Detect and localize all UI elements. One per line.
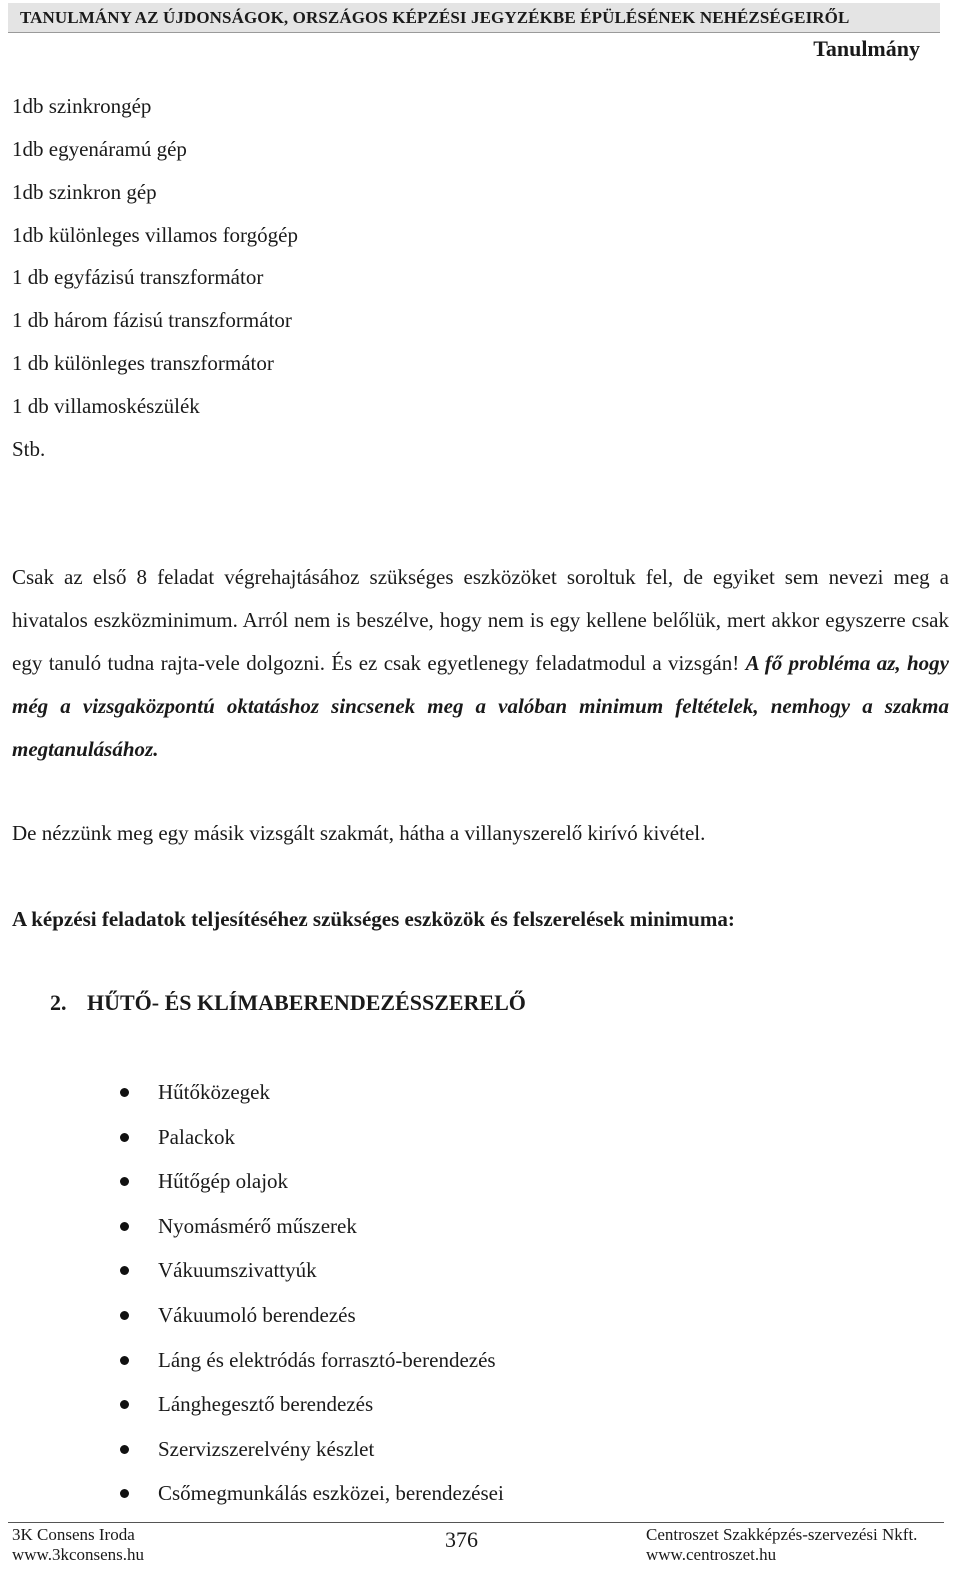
footer-left-block (12, 1525, 144, 1565)
bullet-icon (120, 1400, 129, 1409)
bullet-item-label: Vákuumoló berendezés (158, 1302, 356, 1327)
equipment-list-item: Stb. (12, 437, 46, 461)
running-header-title: TANULMÁNY AZ ÚJDONSÁGOK, ORSZÁGOS KÉPZÉSI JEGYZÉKBE ÉPÜLÉSÉNEK NEHÉZSÉGEIRŐL (20, 8, 850, 27)
bullet-item (120, 1382, 504, 1427)
paragraph-plain-text: Csak az első 8 feladat végrehajtásához szükséges eszközöket soroltuk fel, de egyiket sem nevezi meg a hivatalos eszközminimum. Arról nem is beszélve, hogy nem is egy kellene belőlük, mert akkor egyszerre csak egy tanuló tudna rajta-vele dolgozni. És ez csak egyetlenegy feladatmodul a vizsgán! (12, 565, 949, 675)
numbered-section-title (50, 990, 526, 1016)
running-header-band (8, 3, 940, 33)
equipment-list-item: 1 db villamoskészülék (12, 394, 200, 418)
bullet-item (120, 1338, 504, 1383)
footer-org-name: 3K Consens Iroda (12, 1525, 135, 1544)
paragraph-transition: De nézzünk meg egy másik vizsgált szakmát, hátha a villanyszerelő kirívó kivétel. (12, 821, 706, 845)
bullet-item (120, 1427, 504, 1472)
bullet-item-label: Csőmegmunkálás eszközei, berendezései (158, 1481, 504, 1506)
section-heading: A képzési feladatok teljesítéséhez szükséges eszközök és felszerelések minimuma: (12, 907, 735, 931)
bullet-icon (120, 1177, 129, 1186)
bullet-item (120, 1070, 504, 1115)
bullet-item-label: Hűtőközegek (158, 1080, 270, 1104)
footer-partner-url: www.centroszet.hu (646, 1545, 777, 1564)
bullet-icon (120, 1489, 129, 1498)
bullet-item (120, 1293, 504, 1338)
bullet-icon (120, 1088, 129, 1097)
bullet-list (120, 1070, 504, 1516)
paragraph-body (12, 556, 949, 771)
bullet-item-label: Szervizszerelvény készlet (158, 1436, 375, 1461)
section-number: 2. (50, 990, 67, 1015)
paragraph-emphasis-text: A fő probléma az, hogy még a vizsgaközpontú oktatáshoz sincsenek meg a valóban minimum feltételek, nemhogy a szakma megtanulásához. (12, 651, 949, 761)
bullet-icon (120, 1356, 129, 1365)
equipment-list-item: 1 db egyfázisú transzformátor (12, 265, 264, 289)
bullet-icon (120, 1311, 129, 1320)
equipment-list-item: 1db különleges villamos forgógép (12, 223, 298, 247)
bullet-item-label: Vákuumszivattyúk (158, 1258, 317, 1283)
section-title-text: HŰTŐ- ÉS KLÍMABERENDEZÉSSZERELŐ (87, 990, 526, 1015)
bullet-item (120, 1471, 504, 1516)
footer-right-block (646, 1525, 917, 1565)
bullet-icon (120, 1222, 129, 1231)
bullet-item-label: Nyomásmérő műszerek (158, 1213, 357, 1238)
equipment-list-item: 1db szinkron gép (12, 180, 157, 204)
page-number: 376 (445, 1527, 478, 1552)
equipment-list-item: 1db szinkrongép (12, 94, 152, 118)
bullet-item (120, 1159, 504, 1204)
bullet-icon (120, 1133, 129, 1142)
bullet-item (120, 1248, 504, 1293)
footer-org-url: www.3kconsens.hu (12, 1545, 145, 1564)
bullet-item (120, 1115, 504, 1160)
bullet-item-label: Palackok (158, 1124, 235, 1149)
bullet-item-label: Hűtőgép olajok (158, 1169, 289, 1194)
equipment-list-item: 1 db különleges transzformátor (12, 351, 274, 375)
equipment-list-item: 1 db három fázisú transzformátor (12, 308, 292, 332)
bullet-item (120, 1204, 504, 1249)
bullet-icon (120, 1445, 129, 1454)
bullet-item-label: Lánghegesztő berendezés (158, 1392, 374, 1417)
bullet-icon (120, 1266, 129, 1275)
bullet-item-label: Láng és elektródás forrasztó-berendezés (158, 1347, 496, 1372)
running-header-subtitle: Tanulmány (813, 36, 920, 61)
equipment-list-item: 1db egyenáramú gép (12, 137, 187, 161)
footer-partner-name: Centroszet Szakképzés-szervezési Nkft. (646, 1525, 918, 1544)
footer-divider (8, 1522, 944, 1523)
